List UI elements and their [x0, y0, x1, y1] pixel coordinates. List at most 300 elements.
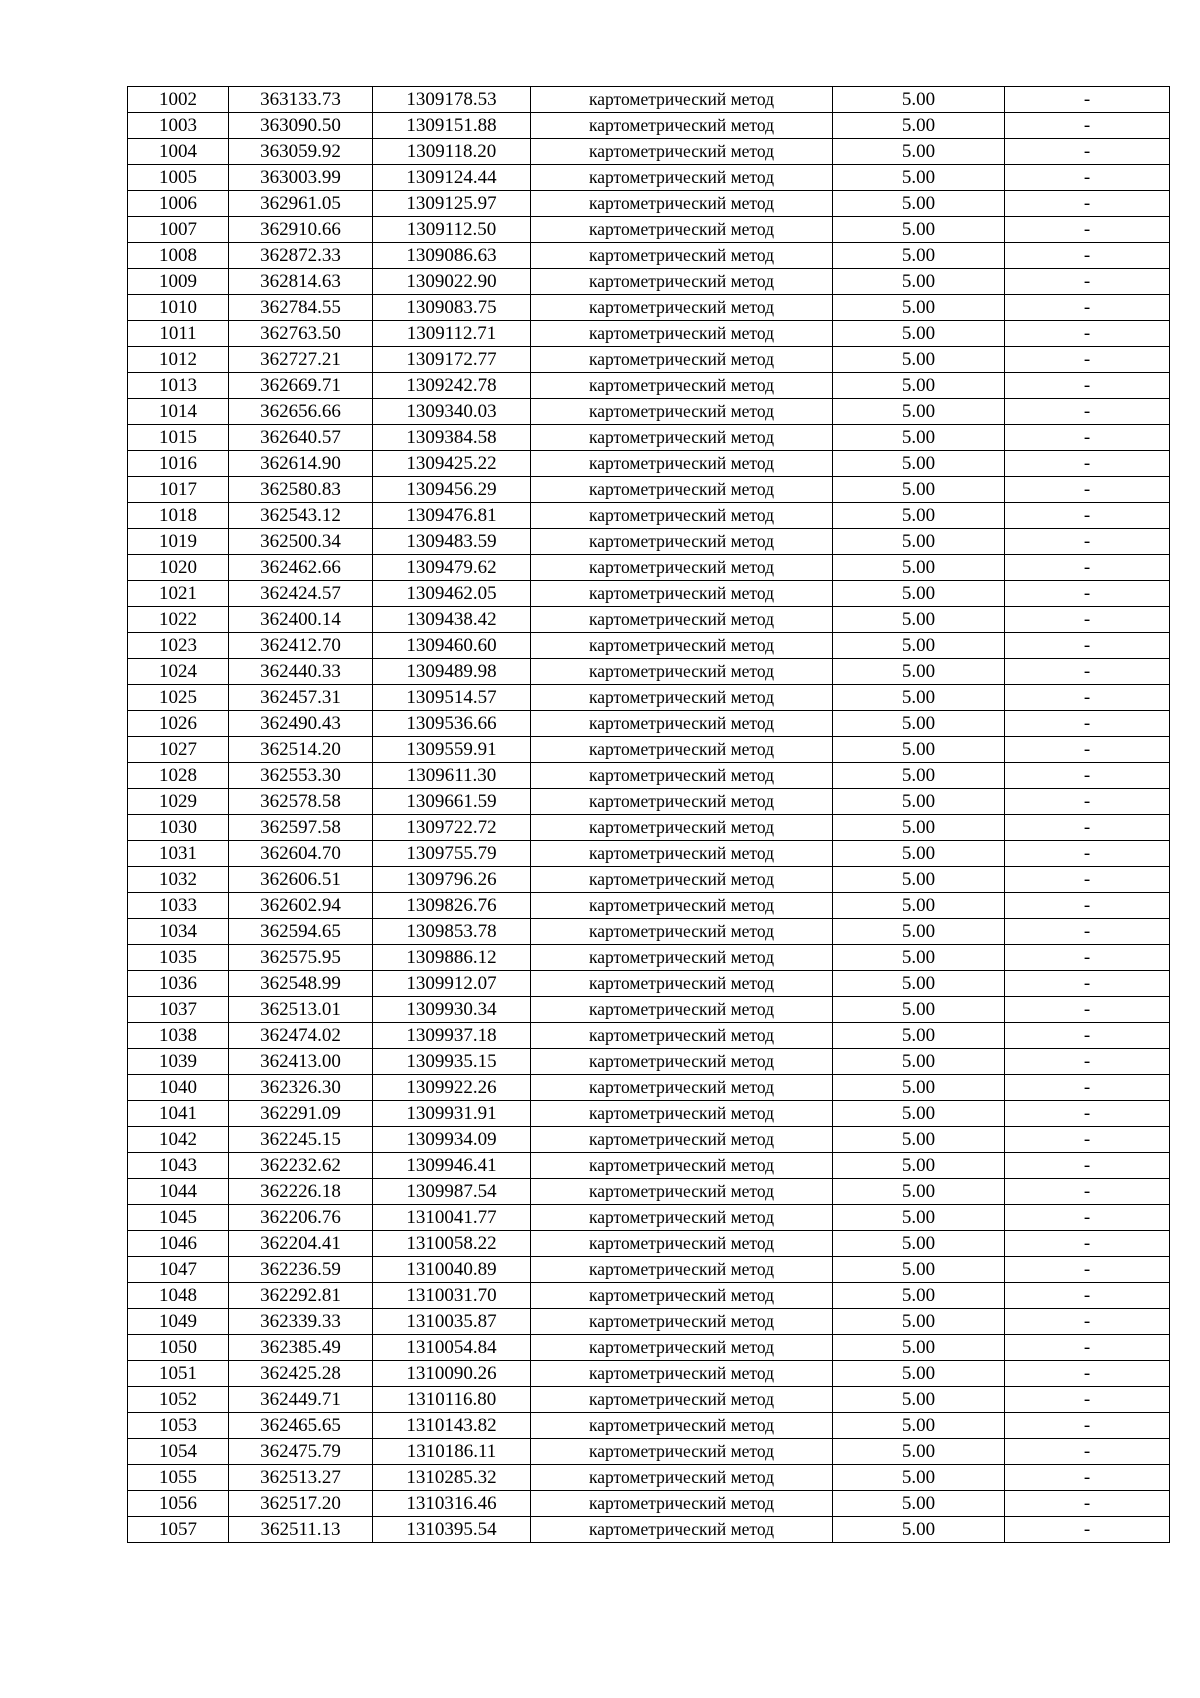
x-coordinate-cell: 362961.05 [229, 191, 373, 217]
note-cell: - [1005, 997, 1170, 1023]
note-cell: - [1005, 1023, 1170, 1049]
accuracy-cell: 5.00 [833, 971, 1005, 997]
accuracy-cell: 5.00 [833, 633, 1005, 659]
x-coordinate-cell: 362910.66 [229, 217, 373, 243]
point-number-cell: 1019 [128, 529, 229, 555]
x-coordinate-cell: 362474.02 [229, 1023, 373, 1049]
note-cell: - [1005, 217, 1170, 243]
note-cell: - [1005, 633, 1170, 659]
y-coordinate-cell: 1309124.44 [373, 165, 531, 191]
accuracy-cell: 5.00 [833, 1283, 1005, 1309]
note-cell: - [1005, 165, 1170, 191]
table-row [128, 997, 1170, 1023]
note-cell: - [1005, 139, 1170, 165]
accuracy-cell: 5.00 [833, 711, 1005, 737]
method-cell: картометрический метод [531, 763, 833, 789]
point-number-cell: 1032 [128, 867, 229, 893]
table-row [128, 1049, 1170, 1075]
x-coordinate-cell: 362245.15 [229, 1127, 373, 1153]
point-number-cell: 1050 [128, 1335, 229, 1361]
x-coordinate-cell: 362425.28 [229, 1361, 373, 1387]
x-coordinate-cell: 362517.20 [229, 1491, 373, 1517]
note-cell: - [1005, 1075, 1170, 1101]
point-number-cell: 1024 [128, 659, 229, 685]
point-number-cell: 1034 [128, 919, 229, 945]
point-number-cell: 1039 [128, 1049, 229, 1075]
point-number-cell: 1006 [128, 191, 229, 217]
y-coordinate-cell: 1309755.79 [373, 841, 531, 867]
point-number-cell: 1040 [128, 1075, 229, 1101]
method-cell: картометрический метод [531, 1075, 833, 1101]
point-number-cell: 1036 [128, 971, 229, 997]
point-number-cell: 1046 [128, 1231, 229, 1257]
point-number-cell: 1048 [128, 1283, 229, 1309]
accuracy-cell: 5.00 [833, 477, 1005, 503]
accuracy-cell: 5.00 [833, 87, 1005, 113]
table-row [128, 945, 1170, 971]
x-coordinate-cell: 362339.33 [229, 1309, 373, 1335]
x-coordinate-cell: 362578.58 [229, 789, 373, 815]
table-row [128, 191, 1170, 217]
accuracy-cell: 5.00 [833, 217, 1005, 243]
accuracy-cell: 5.00 [833, 607, 1005, 633]
y-coordinate-cell: 1310116.80 [373, 1387, 531, 1413]
table-row [128, 451, 1170, 477]
x-coordinate-cell: 362385.49 [229, 1335, 373, 1361]
method-cell: картометрический метод [531, 841, 833, 867]
x-coordinate-cell: 363059.92 [229, 139, 373, 165]
y-coordinate-cell: 1309425.22 [373, 451, 531, 477]
table-row [128, 1361, 1170, 1387]
method-cell: картометрический метод [531, 1387, 833, 1413]
y-coordinate-cell: 1309931.91 [373, 1101, 531, 1127]
method-cell: картометрический метод [531, 139, 833, 165]
method-cell: картометрический метод [531, 1309, 833, 1335]
y-coordinate-cell: 1309946.41 [373, 1153, 531, 1179]
note-cell: - [1005, 607, 1170, 633]
y-coordinate-cell: 1309456.29 [373, 477, 531, 503]
accuracy-cell: 5.00 [833, 1413, 1005, 1439]
table-row [128, 1127, 1170, 1153]
point-number-cell: 1037 [128, 997, 229, 1023]
coordinates-table-body [128, 87, 1170, 1543]
x-coordinate-cell: 362543.12 [229, 503, 373, 529]
point-number-cell: 1041 [128, 1101, 229, 1127]
accuracy-cell: 5.00 [833, 113, 1005, 139]
table-row [128, 113, 1170, 139]
note-cell: - [1005, 945, 1170, 971]
note-cell: - [1005, 581, 1170, 607]
note-cell: - [1005, 1179, 1170, 1205]
table-row [128, 1023, 1170, 1049]
table-row [128, 1179, 1170, 1205]
point-number-cell: 1002 [128, 87, 229, 113]
note-cell: - [1005, 1205, 1170, 1231]
method-cell: картометрический метод [531, 789, 833, 815]
point-number-cell: 1043 [128, 1153, 229, 1179]
method-cell: картометрический метод [531, 113, 833, 139]
method-cell: картометрический метод [531, 685, 833, 711]
method-cell: картометрический метод [531, 373, 833, 399]
note-cell: - [1005, 1439, 1170, 1465]
accuracy-cell: 5.00 [833, 1309, 1005, 1335]
y-coordinate-cell: 1310285.32 [373, 1465, 531, 1491]
x-coordinate-cell: 362513.27 [229, 1465, 373, 1491]
method-cell: картометрический метод [531, 399, 833, 425]
accuracy-cell: 5.00 [833, 1335, 1005, 1361]
x-coordinate-cell: 362640.57 [229, 425, 373, 451]
method-cell: картометрический метод [531, 1231, 833, 1257]
method-cell: картометрический метод [531, 1101, 833, 1127]
point-number-cell: 1033 [128, 893, 229, 919]
note-cell: - [1005, 477, 1170, 503]
table-row [128, 1465, 1170, 1491]
accuracy-cell: 5.00 [833, 1491, 1005, 1517]
point-number-cell: 1025 [128, 685, 229, 711]
note-cell: - [1005, 971, 1170, 997]
point-number-cell: 1055 [128, 1465, 229, 1491]
y-coordinate-cell: 1310041.77 [373, 1205, 531, 1231]
method-cell: картометрический метод [531, 659, 833, 685]
accuracy-cell: 5.00 [833, 997, 1005, 1023]
y-coordinate-cell: 1309022.90 [373, 269, 531, 295]
x-coordinate-cell: 362602.94 [229, 893, 373, 919]
y-coordinate-cell: 1310031.70 [373, 1283, 531, 1309]
point-number-cell: 1021 [128, 581, 229, 607]
method-cell: картометрический метод [531, 893, 833, 919]
x-coordinate-cell: 362511.13 [229, 1517, 373, 1543]
point-number-cell: 1027 [128, 737, 229, 763]
y-coordinate-cell: 1309479.62 [373, 555, 531, 581]
note-cell: - [1005, 1361, 1170, 1387]
accuracy-cell: 5.00 [833, 321, 1005, 347]
point-number-cell: 1026 [128, 711, 229, 737]
method-cell: картометрический метод [531, 997, 833, 1023]
point-number-cell: 1023 [128, 633, 229, 659]
accuracy-cell: 5.00 [833, 373, 1005, 399]
point-number-cell: 1038 [128, 1023, 229, 1049]
method-cell: картометрический метод [531, 737, 833, 763]
method-cell: картометрический метод [531, 1257, 833, 1283]
method-cell: картометрический метод [531, 1335, 833, 1361]
x-coordinate-cell: 362226.18 [229, 1179, 373, 1205]
point-number-cell: 1053 [128, 1413, 229, 1439]
method-cell: картометрический метод [531, 477, 833, 503]
table-row [128, 581, 1170, 607]
method-cell: картометрический метод [531, 919, 833, 945]
point-number-cell: 1056 [128, 1491, 229, 1517]
note-cell: - [1005, 555, 1170, 581]
coordinates-table [127, 86, 1170, 1543]
note-cell: - [1005, 893, 1170, 919]
accuracy-cell: 5.00 [833, 399, 1005, 425]
table-row [128, 321, 1170, 347]
accuracy-cell: 5.00 [833, 1361, 1005, 1387]
note-cell: - [1005, 321, 1170, 347]
note-cell: - [1005, 1231, 1170, 1257]
note-cell: - [1005, 867, 1170, 893]
method-cell: картометрический метод [531, 1439, 833, 1465]
accuracy-cell: 5.00 [833, 347, 1005, 373]
table-row [128, 841, 1170, 867]
point-number-cell: 1049 [128, 1309, 229, 1335]
accuracy-cell: 5.00 [833, 191, 1005, 217]
x-coordinate-cell: 362326.30 [229, 1075, 373, 1101]
accuracy-cell: 5.00 [833, 737, 1005, 763]
y-coordinate-cell: 1310186.11 [373, 1439, 531, 1465]
accuracy-cell: 5.00 [833, 243, 1005, 269]
accuracy-cell: 5.00 [833, 1101, 1005, 1127]
table-row [128, 1387, 1170, 1413]
accuracy-cell: 5.00 [833, 1387, 1005, 1413]
x-coordinate-cell: 362727.21 [229, 347, 373, 373]
table-row [128, 529, 1170, 555]
table-row [128, 1335, 1170, 1361]
y-coordinate-cell: 1309483.59 [373, 529, 531, 555]
y-coordinate-cell: 1309340.03 [373, 399, 531, 425]
point-number-cell: 1057 [128, 1517, 229, 1543]
x-coordinate-cell: 363090.50 [229, 113, 373, 139]
point-number-cell: 1020 [128, 555, 229, 581]
note-cell: - [1005, 1335, 1170, 1361]
method-cell: картометрический метод [531, 1153, 833, 1179]
note-cell: - [1005, 659, 1170, 685]
note-cell: - [1005, 269, 1170, 295]
note-cell: - [1005, 1257, 1170, 1283]
accuracy-cell: 5.00 [833, 529, 1005, 555]
accuracy-cell: 5.00 [833, 139, 1005, 165]
y-coordinate-cell: 1309611.30 [373, 763, 531, 789]
point-number-cell: 1012 [128, 347, 229, 373]
table-row [128, 607, 1170, 633]
y-coordinate-cell: 1310040.89 [373, 1257, 531, 1283]
point-number-cell: 1035 [128, 945, 229, 971]
note-cell: - [1005, 737, 1170, 763]
note-cell: - [1005, 1049, 1170, 1075]
note-cell: - [1005, 685, 1170, 711]
table-row [128, 347, 1170, 373]
accuracy-cell: 5.00 [833, 841, 1005, 867]
accuracy-cell: 5.00 [833, 919, 1005, 945]
method-cell: картометрический метод [531, 529, 833, 555]
x-coordinate-cell: 362465.65 [229, 1413, 373, 1439]
y-coordinate-cell: 1309514.57 [373, 685, 531, 711]
accuracy-cell: 5.00 [833, 451, 1005, 477]
x-coordinate-cell: 362514.20 [229, 737, 373, 763]
point-number-cell: 1051 [128, 1361, 229, 1387]
method-cell: картометрический метод [531, 269, 833, 295]
table-row [128, 477, 1170, 503]
method-cell: картометрический метод [531, 1049, 833, 1075]
method-cell: картометрический метод [531, 295, 833, 321]
table-row [128, 685, 1170, 711]
note-cell: - [1005, 399, 1170, 425]
table-row [128, 737, 1170, 763]
x-coordinate-cell: 362814.63 [229, 269, 373, 295]
y-coordinate-cell: 1309853.78 [373, 919, 531, 945]
method-cell: картометрический метод [531, 1361, 833, 1387]
point-number-cell: 1017 [128, 477, 229, 503]
note-cell: - [1005, 191, 1170, 217]
y-coordinate-cell: 1309912.07 [373, 971, 531, 997]
table-row [128, 1283, 1170, 1309]
accuracy-cell: 5.00 [833, 1023, 1005, 1049]
table-row [128, 1439, 1170, 1465]
note-cell: - [1005, 503, 1170, 529]
x-coordinate-cell: 362500.34 [229, 529, 373, 555]
y-coordinate-cell: 1310035.87 [373, 1309, 531, 1335]
accuracy-cell: 5.00 [833, 815, 1005, 841]
accuracy-cell: 5.00 [833, 659, 1005, 685]
x-coordinate-cell: 362204.41 [229, 1231, 373, 1257]
note-cell: - [1005, 1517, 1170, 1543]
accuracy-cell: 5.00 [833, 867, 1005, 893]
y-coordinate-cell: 1309438.42 [373, 607, 531, 633]
method-cell: картометрический метод [531, 1179, 833, 1205]
y-coordinate-cell: 1309937.18 [373, 1023, 531, 1049]
note-cell: - [1005, 815, 1170, 841]
x-coordinate-cell: 362232.62 [229, 1153, 373, 1179]
note-cell: - [1005, 451, 1170, 477]
table-row [128, 139, 1170, 165]
y-coordinate-cell: 1309462.05 [373, 581, 531, 607]
y-coordinate-cell: 1309934.09 [373, 1127, 531, 1153]
method-cell: картометрический метод [531, 321, 833, 347]
table-row [128, 217, 1170, 243]
note-cell: - [1005, 1465, 1170, 1491]
y-coordinate-cell: 1309489.98 [373, 659, 531, 685]
y-coordinate-cell: 1309536.66 [373, 711, 531, 737]
method-cell: картометрический метод [531, 425, 833, 451]
accuracy-cell: 5.00 [833, 945, 1005, 971]
note-cell: - [1005, 1491, 1170, 1517]
accuracy-cell: 5.00 [833, 1517, 1005, 1543]
y-coordinate-cell: 1310143.82 [373, 1413, 531, 1439]
note-cell: - [1005, 841, 1170, 867]
x-coordinate-cell: 362784.55 [229, 295, 373, 321]
x-coordinate-cell: 362440.33 [229, 659, 373, 685]
point-number-cell: 1042 [128, 1127, 229, 1153]
table-row [128, 893, 1170, 919]
point-number-cell: 1028 [128, 763, 229, 789]
point-number-cell: 1013 [128, 373, 229, 399]
method-cell: картометрический метод [531, 87, 833, 113]
note-cell: - [1005, 529, 1170, 555]
table-row [128, 425, 1170, 451]
method-cell: картометрический метод [531, 191, 833, 217]
point-number-cell: 1009 [128, 269, 229, 295]
table-row [128, 503, 1170, 529]
note-cell: - [1005, 763, 1170, 789]
y-coordinate-cell: 1310090.26 [373, 1361, 531, 1387]
accuracy-cell: 5.00 [833, 1231, 1005, 1257]
y-coordinate-cell: 1310395.54 [373, 1517, 531, 1543]
table-row [128, 633, 1170, 659]
table-row [128, 1309, 1170, 1335]
point-number-cell: 1011 [128, 321, 229, 347]
accuracy-cell: 5.00 [833, 165, 1005, 191]
y-coordinate-cell: 1309886.12 [373, 945, 531, 971]
point-number-cell: 1015 [128, 425, 229, 451]
point-number-cell: 1022 [128, 607, 229, 633]
table-row [128, 1413, 1170, 1439]
point-number-cell: 1047 [128, 1257, 229, 1283]
note-cell: - [1005, 1127, 1170, 1153]
accuracy-cell: 5.00 [833, 503, 1005, 529]
note-cell: - [1005, 1153, 1170, 1179]
table-row [128, 1231, 1170, 1257]
x-coordinate-cell: 362669.71 [229, 373, 373, 399]
accuracy-cell: 5.00 [833, 1127, 1005, 1153]
note-cell: - [1005, 373, 1170, 399]
note-cell: - [1005, 919, 1170, 945]
accuracy-cell: 5.00 [833, 1153, 1005, 1179]
accuracy-cell: 5.00 [833, 1179, 1005, 1205]
point-number-cell: 1007 [128, 217, 229, 243]
table-row [128, 867, 1170, 893]
y-coordinate-cell: 1309112.71 [373, 321, 531, 347]
point-number-cell: 1003 [128, 113, 229, 139]
accuracy-cell: 5.00 [833, 295, 1005, 321]
x-coordinate-cell: 362457.31 [229, 685, 373, 711]
method-cell: картометрический метод [531, 971, 833, 997]
y-coordinate-cell: 1310054.84 [373, 1335, 531, 1361]
point-number-cell: 1016 [128, 451, 229, 477]
table-row [128, 1205, 1170, 1231]
note-cell: - [1005, 1413, 1170, 1439]
point-number-cell: 1052 [128, 1387, 229, 1413]
table-row [128, 763, 1170, 789]
y-coordinate-cell: 1309930.34 [373, 997, 531, 1023]
accuracy-cell: 5.00 [833, 1049, 1005, 1075]
y-coordinate-cell: 1309460.60 [373, 633, 531, 659]
x-coordinate-cell: 362413.00 [229, 1049, 373, 1075]
table-row [128, 1153, 1170, 1179]
y-coordinate-cell: 1309086.63 [373, 243, 531, 269]
y-coordinate-cell: 1309125.97 [373, 191, 531, 217]
point-number-cell: 1045 [128, 1205, 229, 1231]
table-row [128, 555, 1170, 581]
method-cell: картометрический метод [531, 503, 833, 529]
method-cell: картометрический метод [531, 581, 833, 607]
point-number-cell: 1018 [128, 503, 229, 529]
y-coordinate-cell: 1309559.91 [373, 737, 531, 763]
accuracy-cell: 5.00 [833, 581, 1005, 607]
x-coordinate-cell: 362763.50 [229, 321, 373, 347]
table-row [128, 711, 1170, 737]
x-coordinate-cell: 362206.76 [229, 1205, 373, 1231]
method-cell: картометрический метод [531, 243, 833, 269]
accuracy-cell: 5.00 [833, 1465, 1005, 1491]
method-cell: картометрический метод [531, 1283, 833, 1309]
method-cell: картометрический метод [531, 945, 833, 971]
x-coordinate-cell: 362291.09 [229, 1101, 373, 1127]
table-row [128, 269, 1170, 295]
x-coordinate-cell: 362236.59 [229, 1257, 373, 1283]
table-row [128, 295, 1170, 321]
x-coordinate-cell: 362656.66 [229, 399, 373, 425]
accuracy-cell: 5.00 [833, 763, 1005, 789]
table-row [128, 243, 1170, 269]
y-coordinate-cell: 1309722.72 [373, 815, 531, 841]
note-cell: - [1005, 347, 1170, 373]
x-coordinate-cell: 362548.99 [229, 971, 373, 997]
method-cell: картометрический метод [531, 1491, 833, 1517]
table-row [128, 1075, 1170, 1101]
note-cell: - [1005, 87, 1170, 113]
y-coordinate-cell: 1309476.81 [373, 503, 531, 529]
x-coordinate-cell: 362449.71 [229, 1387, 373, 1413]
